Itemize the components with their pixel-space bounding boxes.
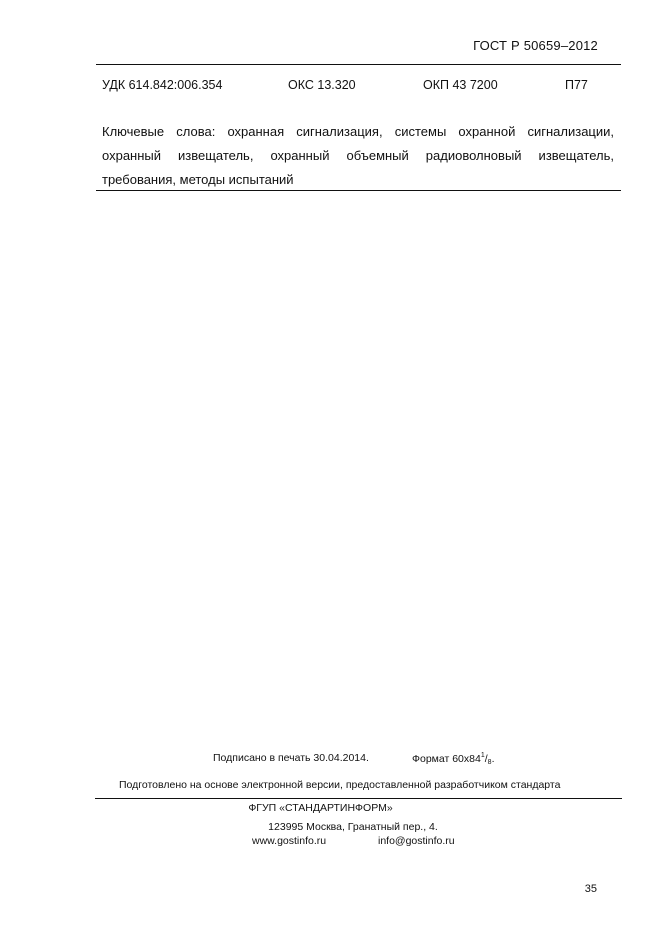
format-denominator: 8 (487, 759, 492, 766)
page-number: 35 (584, 883, 597, 895)
format-numerator: 1 (480, 752, 485, 759)
keywords-divider (96, 190, 621, 191)
keywords-line: Ключевые слова: охранная сигнализация, системы охранной сигнализации, (102, 124, 614, 139)
keywords-paragraph (102, 120, 614, 192)
publisher-name: ФГУП «СТАНДАРТИНФОРМ» (248, 802, 393, 814)
top-divider (96, 64, 621, 65)
keywords-line: охранный извещатель, охранный объемный радиоволновый извещатель, (102, 148, 614, 163)
email-link[interactable]: info@gostinfo.ru (378, 835, 455, 847)
group-code: П77 (565, 78, 588, 92)
format-prefix: Формат 60x84 (412, 753, 481, 765)
signed-to-print: Подписано в печать 30.04.2014. (213, 752, 369, 764)
publisher-address: 123995 Москва, Гранатный пер., 4. (268, 821, 438, 833)
okp-code: ОКП 43 7200 (423, 78, 498, 92)
website-link[interactable]: www.gostinfo.ru (252, 835, 327, 847)
prepared-note: Подготовлено на основе электронной версии, предоставленной разработчиком стандарта (119, 779, 561, 791)
format-suffix: . (491, 753, 495, 765)
oks-code: ОКС 13.320 (288, 78, 356, 92)
udk-code: УДК 614.842:006.354 (102, 78, 223, 92)
document-code: ГОСТ Р 50659–2012 (473, 38, 598, 53)
keywords-line: требования, методы испытаний (102, 172, 294, 187)
print-format: Формат $60x84^1/_8$. (412, 752, 495, 766)
classification-codes (102, 78, 602, 94)
imprint-divider (95, 798, 622, 799)
